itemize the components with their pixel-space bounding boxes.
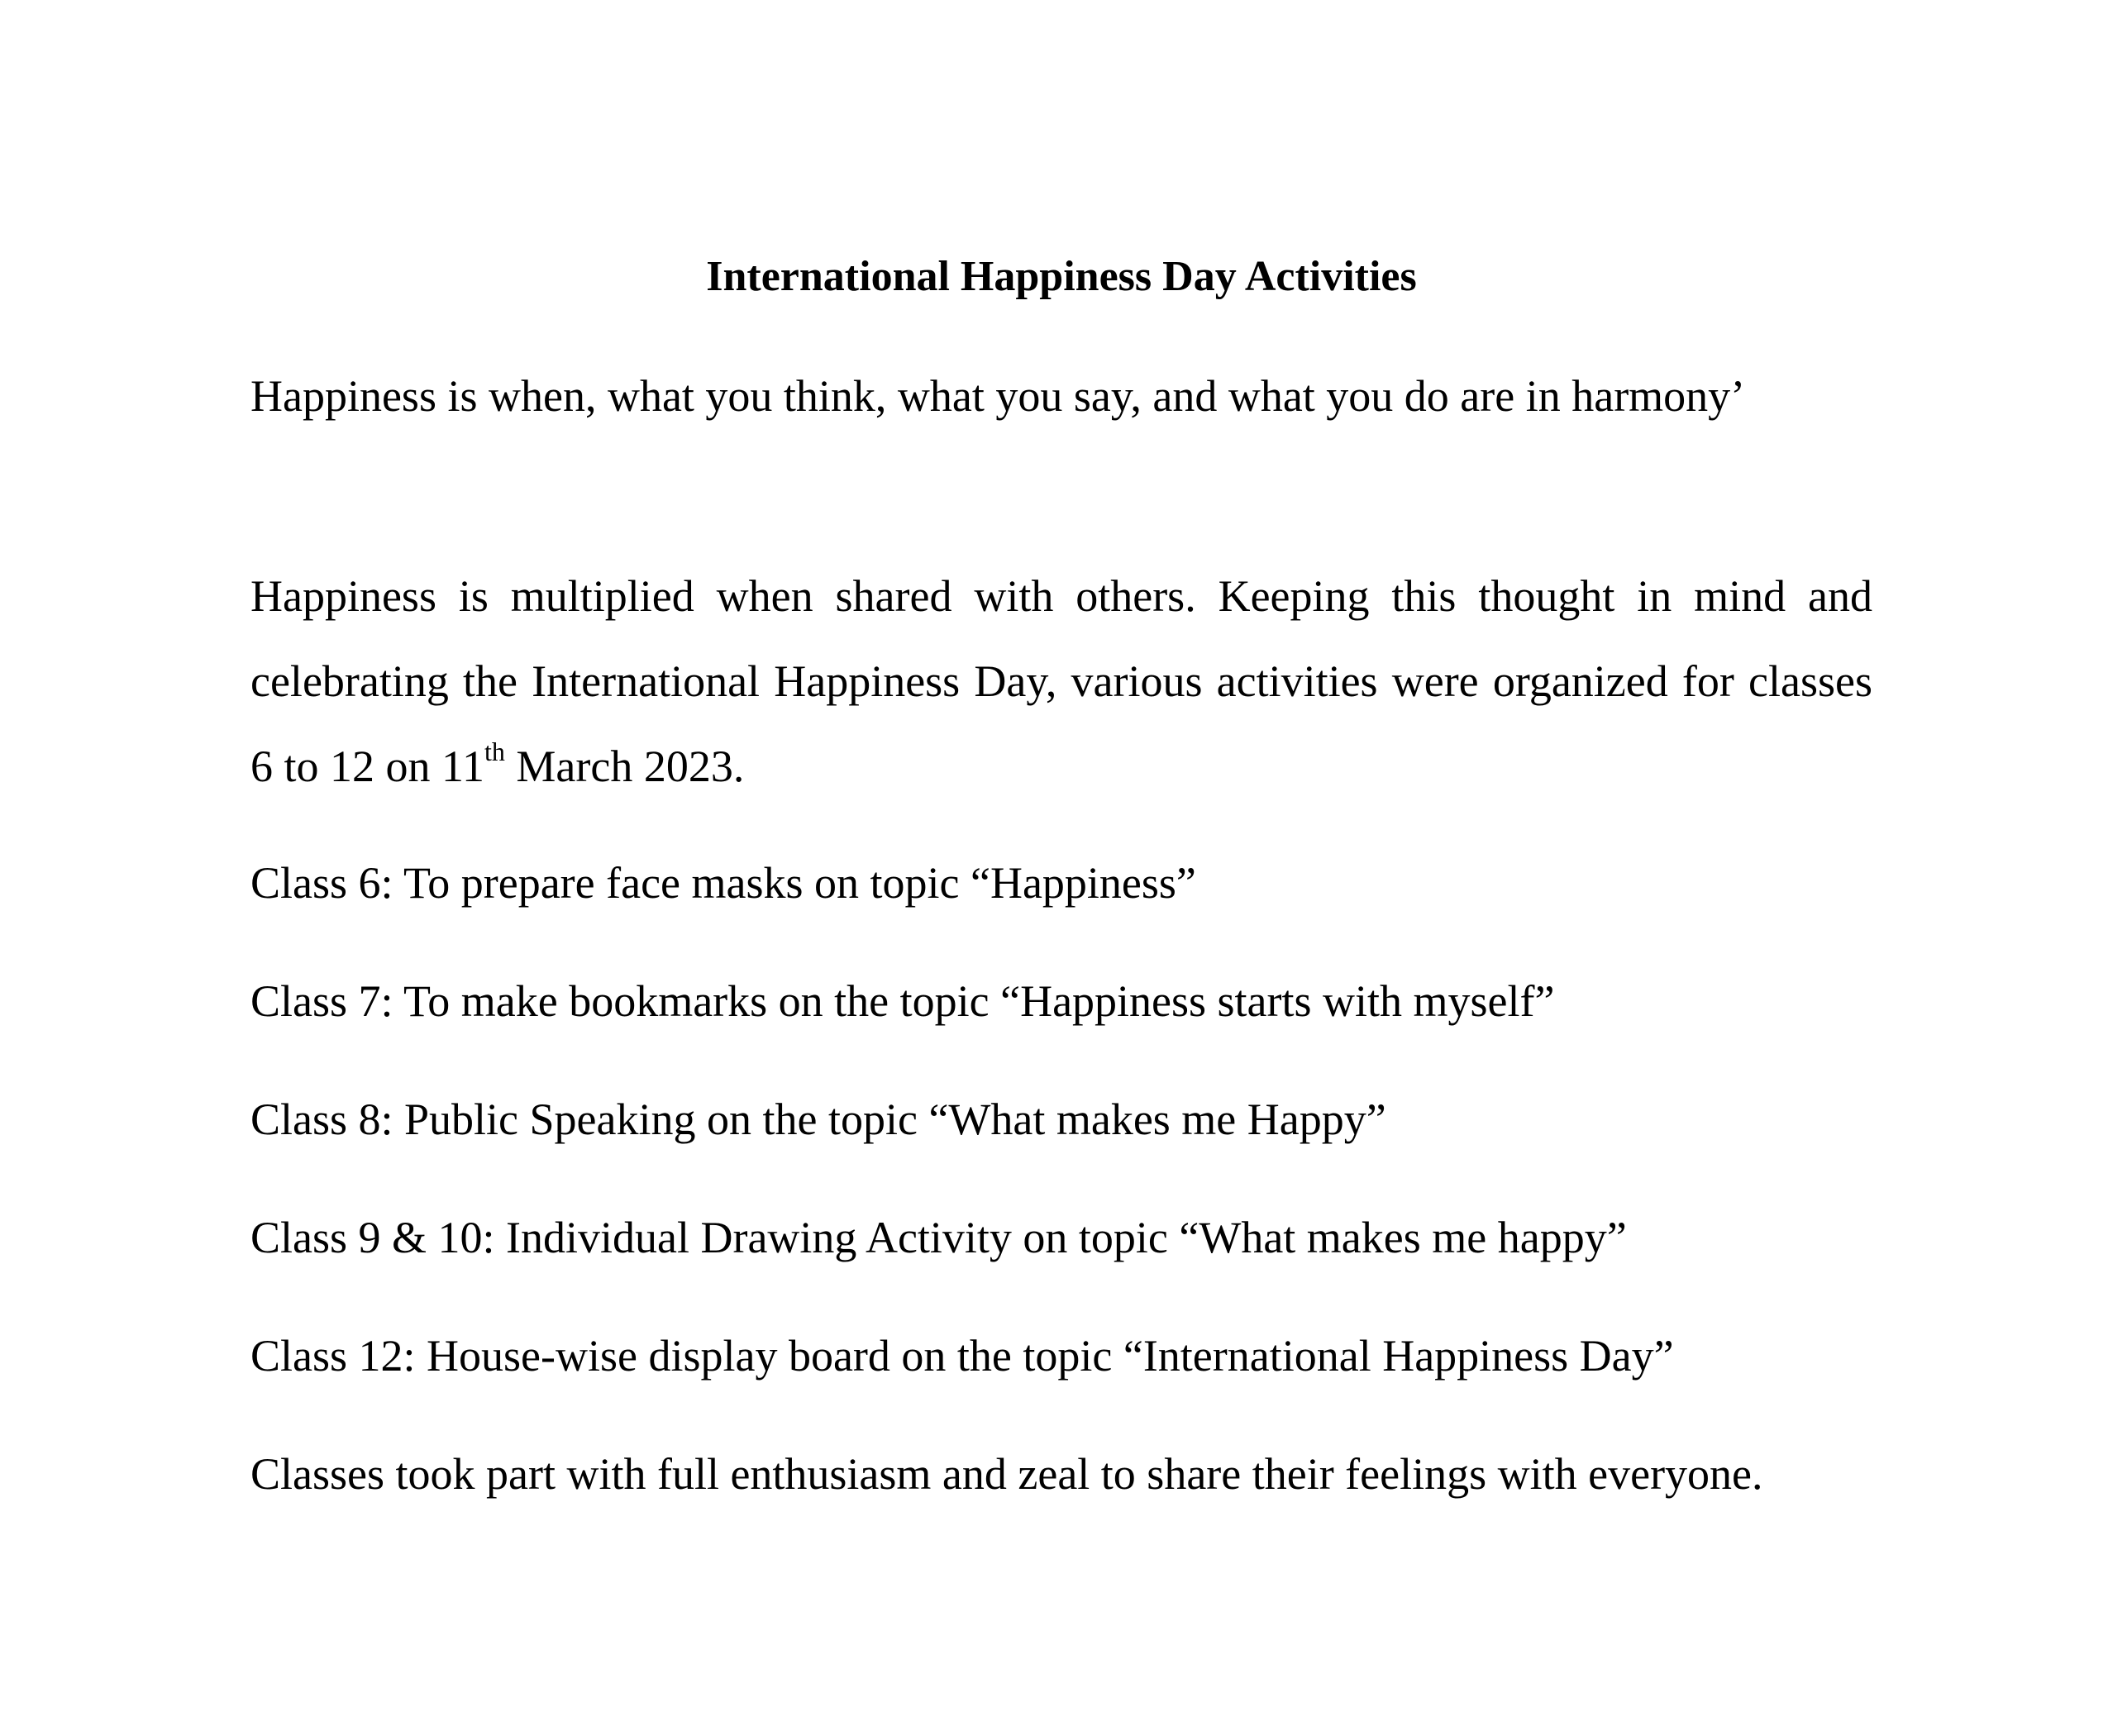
quote-paragraph: Happiness is when, what you think, what you say, and what you do are in harmony’ [250, 371, 1746, 421]
closing-paragraph: Classes took part with full enthusiasm and zeal to share their feelings with everyone. [250, 1449, 1763, 1499]
activity-item-class-12: Class 12: House-wise display board on the topic “International Happiness Day” [250, 1331, 1674, 1381]
activity-item-class-6: Class 6: To prepare face masks on topic “Happiness” [250, 858, 1196, 908]
activity-item-class-7: Class 7: To make bookmarks on the topic “Happiness starts with myself” [250, 976, 1555, 1026]
day-ordinal-suffix: th [484, 737, 505, 766]
activity-item-class-9-10: Class 9 & 10: Individual Drawing Activity on topic “What makes me happy” [250, 1213, 1627, 1262]
activity-item-class-8: Class 8: Public Speaking on the topic “What makes me Happy” [250, 1095, 1386, 1144]
intro-paragraph [250, 554, 1872, 809]
intro-text: Happiness is multiplied when shared with others. Keeping this thought in mind and celebrating the International Happiness Day, various activities were organized for classes 6 to 12 on 11 [250, 571, 1872, 791]
intro-date-text: March 2023. [504, 742, 745, 791]
document-title: International Happiness Day Activities [706, 253, 1417, 300]
